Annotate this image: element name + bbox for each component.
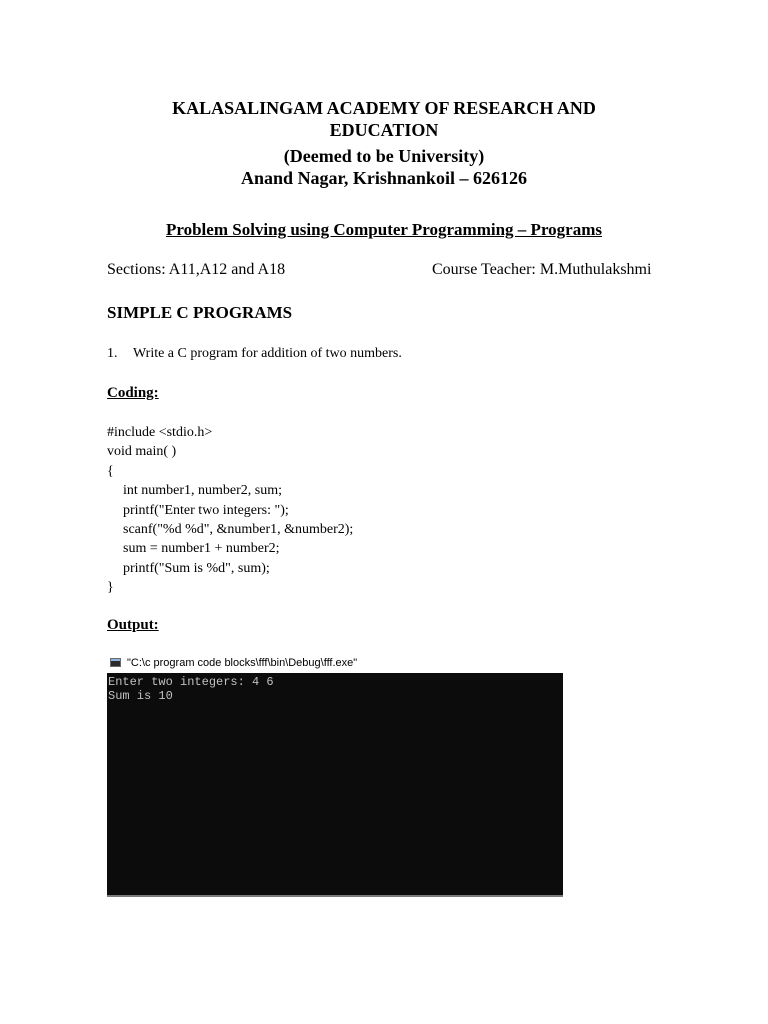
code-line: printf("Enter two integers: "); bbox=[123, 502, 289, 518]
console-screenshot bbox=[107, 654, 563, 898]
code-line: #include <stdio.h> bbox=[107, 425, 213, 440]
code-block bbox=[107, 423, 353, 598]
topic-heading: SIMPLE C PROGRAMS bbox=[107, 303, 293, 322]
code-line: } bbox=[107, 580, 114, 596]
code-line: sum = number1 + number2; bbox=[123, 541, 280, 557]
code-line: int number1, number2, sum; bbox=[123, 483, 283, 499]
institution-address: Anand Nagar, Krishnankoil – 626126 bbox=[241, 168, 527, 188]
question-text: Write a C program for addition of two numbers. bbox=[133, 346, 402, 361]
institution-name-line2: EDUCATION bbox=[329, 120, 439, 140]
console-bottom-border bbox=[107, 895, 563, 897]
course-title bbox=[0, 219, 768, 241]
code-line: scanf("%d %d", &number1, &number2); bbox=[123, 521, 354, 537]
course-teacher: Course Teacher: M.Muthulakshmi bbox=[432, 261, 652, 278]
code-line: { bbox=[107, 463, 114, 479]
institution-name-line1: KALASALINGAM ACADEMY OF RESEARCH AND bbox=[172, 98, 596, 118]
sections-info: Sections: A11,A12 and A18 bbox=[107, 261, 286, 278]
coding-label: Coding: bbox=[107, 385, 159, 401]
console-titlebar bbox=[107, 654, 563, 673]
console-output bbox=[107, 673, 563, 895]
code-line: printf("Sum is %d", sum); bbox=[123, 560, 270, 576]
question-item bbox=[107, 345, 402, 363]
course-title-text: Problem Solving using Computer Programming – Programs bbox=[165, 220, 602, 239]
console-title: "C:\c program code blocks\fff\bin\Debug\fff.exe" bbox=[127, 657, 358, 669]
question-number: 1. bbox=[107, 346, 118, 361]
deemed-university-line: (Deemed to be University) bbox=[283, 146, 485, 166]
code-line: void main( ) bbox=[107, 444, 177, 460]
console-window-icon bbox=[110, 658, 121, 667]
console-line: Sum is 10 bbox=[108, 689, 173, 703]
console-line: Enter two integers: 4 6 bbox=[108, 675, 274, 689]
output-label: Output: bbox=[107, 617, 159, 633]
